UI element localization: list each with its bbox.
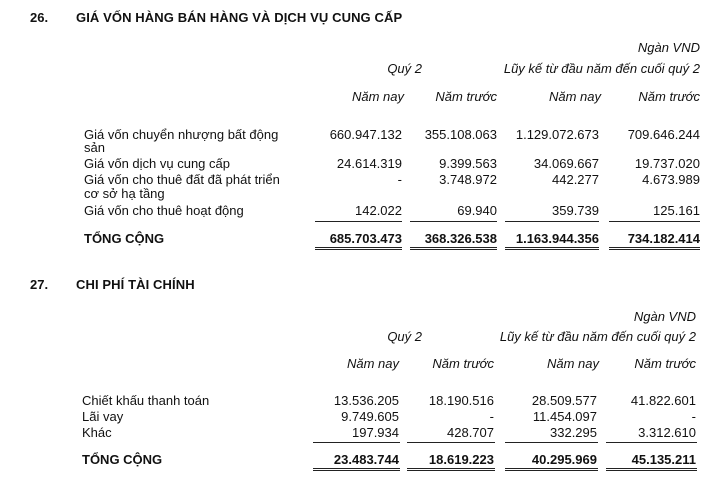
table-cell: - bbox=[691, 409, 696, 424]
double-rule bbox=[505, 247, 599, 250]
table-cell: 442.277 bbox=[552, 172, 599, 187]
row-label: Giá vốn cho thuê đất đã phát triển bbox=[84, 172, 280, 187]
unit-label: Ngàn VND bbox=[633, 309, 696, 324]
table-cell: - bbox=[397, 172, 402, 187]
table-cell: 125.161 bbox=[653, 203, 700, 218]
col-header: Năm nay bbox=[351, 89, 404, 104]
table-cell: 19.737.020 bbox=[634, 156, 700, 171]
double-rule bbox=[407, 468, 495, 471]
table-cell: 709.646.244 bbox=[627, 127, 700, 142]
rule-line bbox=[407, 442, 495, 443]
rule-line bbox=[410, 221, 497, 222]
col-header: Năm nay bbox=[346, 356, 399, 371]
col-header: Năm nay bbox=[546, 356, 599, 371]
row-label-cont: sản bbox=[84, 140, 105, 155]
col-header: Năm trước bbox=[634, 356, 696, 371]
row-label: Giá vốn cho thuê hoạt động bbox=[84, 203, 244, 218]
unit-label: Ngàn VND bbox=[637, 40, 700, 55]
total-cell: 23.483.744 bbox=[333, 452, 399, 467]
table-cell: 34.069.667 bbox=[533, 156, 599, 171]
table-cell: 18.190.516 bbox=[428, 393, 494, 408]
double-rule bbox=[609, 247, 700, 250]
table-cell: 28.509.577 bbox=[531, 393, 597, 408]
rule-line bbox=[606, 442, 697, 443]
group-header-ytd: Lũy kế từ đầu năm đến cuối quý 2 bbox=[499, 329, 696, 344]
double-rule bbox=[315, 247, 402, 250]
rule-line bbox=[315, 221, 402, 222]
col-header: Năm trước bbox=[638, 89, 700, 104]
rule-line bbox=[313, 442, 400, 443]
col-header: Năm nay bbox=[548, 89, 601, 104]
row-label: Khác bbox=[82, 425, 112, 440]
rule-line bbox=[505, 442, 598, 443]
total-cell: 1.163.944.356 bbox=[515, 231, 599, 246]
total-cell: 685.703.473 bbox=[329, 231, 402, 246]
row-label: Lãi vay bbox=[82, 409, 124, 424]
rule-line bbox=[609, 221, 700, 222]
table-cell: 69.940 bbox=[457, 203, 497, 218]
table-cell: 3.748.972 bbox=[439, 172, 497, 187]
col-header: Năm trước bbox=[432, 356, 494, 371]
table-cell: 332.295 bbox=[550, 425, 597, 440]
double-rule bbox=[606, 468, 697, 471]
rule-line bbox=[505, 221, 599, 222]
table-cell: 9.399.563 bbox=[439, 156, 497, 171]
double-rule bbox=[313, 468, 400, 471]
table-cell: 41.822.601 bbox=[630, 393, 696, 408]
total-cell: 18.619.223 bbox=[428, 452, 494, 467]
section-number: 26. bbox=[30, 10, 49, 25]
section-title: GIÁ VỐN HÀNG BÁN HÀNG VÀ DỊCH VỤ CUNG CẤP bbox=[76, 10, 403, 25]
total-cell: 40.295.969 bbox=[531, 452, 597, 467]
table-cell: 11.454.097 bbox=[532, 409, 597, 424]
total-label: TỔNG CỘNG bbox=[84, 231, 165, 246]
row-label: Giá vốn chuyển nhượng bất động bbox=[84, 127, 279, 142]
section-number: 27. bbox=[30, 277, 49, 292]
table-cell: - bbox=[489, 409, 494, 424]
row-label: Giá vốn dịch vụ cung cấp bbox=[84, 156, 230, 171]
table-cell: 24.614.319 bbox=[336, 156, 402, 171]
group-header-ytd: Lũy kế từ đầu năm đến cuối quý 2 bbox=[503, 61, 700, 76]
table-cell: 359.739 bbox=[552, 203, 599, 218]
double-rule bbox=[505, 468, 598, 471]
table-cell: 13.536.205 bbox=[333, 393, 399, 408]
group-header-quarter: Quý 2 bbox=[387, 329, 422, 344]
table-cell: 660.947.132 bbox=[329, 127, 402, 142]
total-label: TỔNG CỘNG bbox=[82, 452, 163, 467]
table-cell: 355.108.063 bbox=[424, 127, 497, 142]
table-cell: 1.129.072.673 bbox=[515, 127, 599, 142]
section-title: CHI PHÍ TÀI CHÍNH bbox=[76, 277, 195, 292]
table-cell: 4.673.989 bbox=[642, 172, 700, 187]
double-rule bbox=[410, 247, 497, 250]
table-cell: 9.749.605 bbox=[341, 409, 399, 424]
table-cell: 197.934 bbox=[352, 425, 399, 440]
row-label-cont: cơ sở hạ tầng bbox=[84, 186, 165, 201]
group-header-quarter: Quý 2 bbox=[387, 61, 422, 76]
row-label: Chiết khấu thanh toán bbox=[82, 393, 210, 408]
total-cell: 368.326.538 bbox=[424, 231, 497, 246]
table-cell: 428.707 bbox=[447, 425, 494, 440]
total-cell: 45.135.211 bbox=[631, 452, 696, 467]
col-header: Năm trước bbox=[435, 89, 497, 104]
table-cell: 3.312.610 bbox=[638, 425, 696, 440]
total-cell: 734.182.414 bbox=[627, 231, 700, 246]
table-cell: 142.022 bbox=[355, 203, 402, 218]
